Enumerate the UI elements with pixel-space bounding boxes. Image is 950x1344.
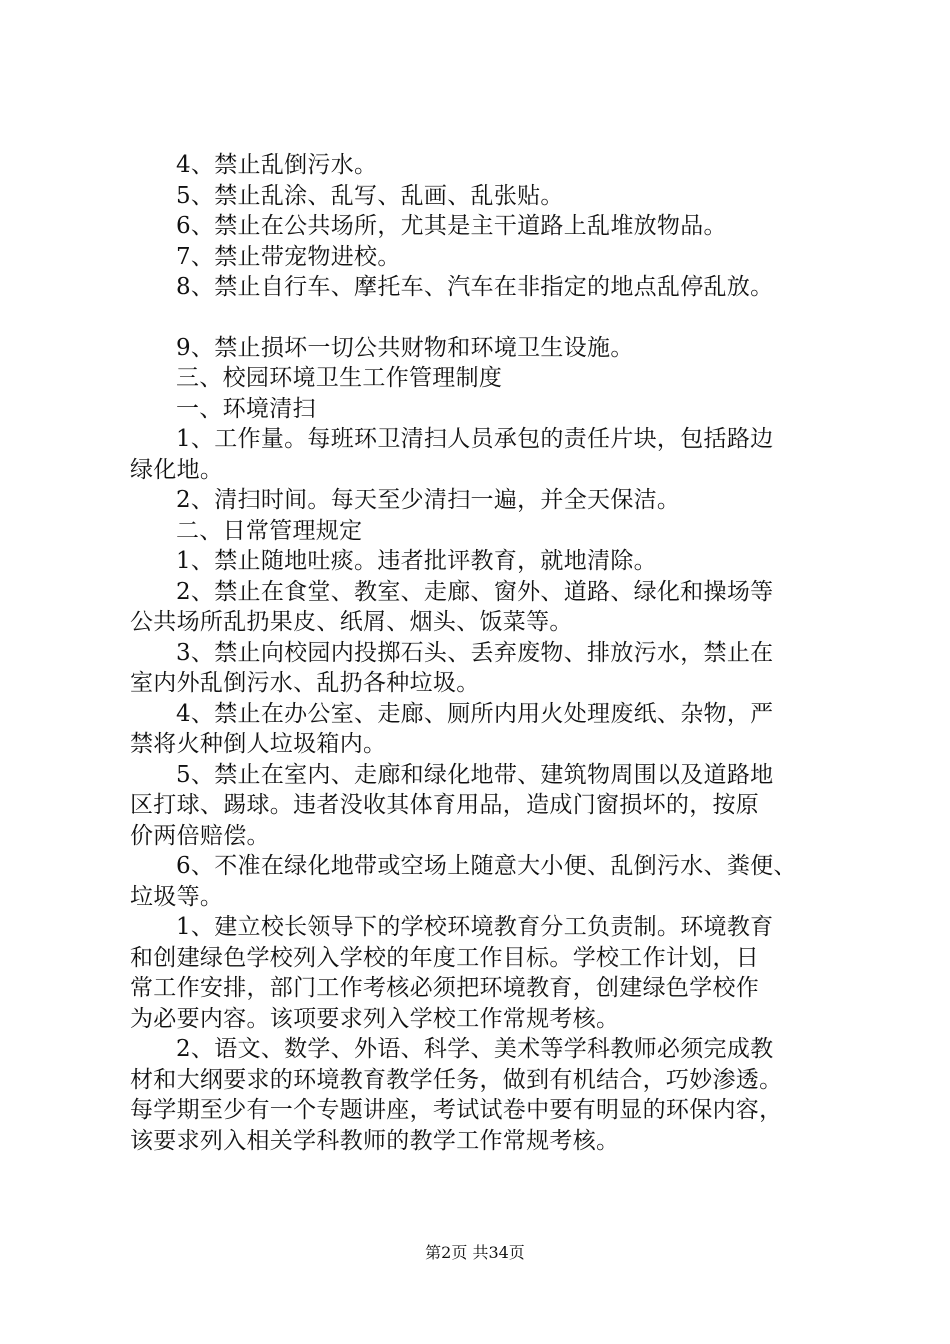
text-line: 4、禁止在办公室、走廊、厕所内用火处理废纸、杂物，严 (176, 700, 774, 727)
text-line: 为必要内容。该项要求列入学校工作常规考核。 (130, 1005, 620, 1032)
text-line: 区打球、踢球。违者没收其体育用品，造成门窗损坏的，按原 (130, 792, 760, 818)
text-line: 6、禁止在公共场所，尤其是主干道路上乱堆放物品。 (176, 213, 727, 239)
text-line: 和创建绿色学校列入学校的年度工作目标。学校工作计划，日 (130, 944, 760, 971)
text-line: 5、禁止在室内、走廊和绿化地带、建筑物周围以及道路地 (176, 761, 774, 788)
document-body (130, 150, 835, 1156)
text-line: 3、禁止向校园内投掷石头、丢弃废物、排放污水，禁止在 (176, 639, 774, 666)
text-line: 6、不准在绿化地带或空场上随意大小便、乱倒污水、粪便、 (176, 853, 797, 879)
text-line: 三、校园环境卫生工作管理制度 (176, 365, 503, 391)
text-line: 2、禁止在食堂、教室、走廊、窗外、道路、绿化和操场等 (176, 578, 774, 605)
text-line: 垃圾等。 (130, 883, 224, 910)
text-line: 价两倍赔偿。 (130, 822, 270, 849)
text-line: 5、禁止乱涂、乱写、乱画、乱张贴。 (176, 182, 564, 209)
text-line: 一、环境清扫 (176, 395, 316, 422)
text-line: 1、禁止随地吐痰。违者批评教育，就地清除。 (176, 548, 657, 574)
text-line: 二、日常管理规定 (176, 517, 363, 544)
text-line: 4、禁止乱倒污水。 (176, 152, 378, 178)
text-line: 7、禁止带宠物进校。 (176, 243, 401, 270)
page-footer: 第2页 共34页 (425, 1243, 525, 1262)
paragraph-gap (130, 303, 835, 333)
text-line: 禁将火种倒人垃圾箱内。 (130, 731, 387, 757)
text-line: 公共场所乱扔果皮、纸屑、烟头、饭菜等。 (130, 609, 573, 635)
text-line: 绿化地。 (130, 456, 224, 483)
text-line: 室内外乱倒污水、乱扔各种垃圾。 (130, 670, 480, 696)
text-line: 材和大纲要求的环境教育教学任务，做到有机结合，巧妙渗透。 (130, 1066, 783, 1093)
text-line: 9、禁止损坏一切公共财物和环境卫生设施。 (176, 334, 634, 361)
text-line: 1、建立校长领导下的学校环境教育分工负责制。环境教育 (176, 914, 774, 940)
text-line: 8、禁止自行车、摩托车、汽车在非指定的地点乱停乱放。 (176, 274, 774, 300)
text-line: 该要求列入相关学科教师的教学工作常规考核。 (130, 1127, 620, 1154)
text-line: 2、语文、数学、外语、科学、美术等学科教师必须完成教 (176, 1036, 774, 1062)
text-line: 常工作安排，部门工作考核必须把环境教育，创建绿色学校作 (130, 975, 760, 1001)
text-line: 1、工作量。每班环卫清扫人员承包的责任片块，包括路边 (176, 426, 774, 452)
text-line: 2、清扫时间。每天至少清扫一遍，并全天保洁。 (176, 487, 681, 513)
text-line: 每学期至少有一个专题讲座，考试试卷中要有明显的环保内容， (130, 1097, 783, 1123)
